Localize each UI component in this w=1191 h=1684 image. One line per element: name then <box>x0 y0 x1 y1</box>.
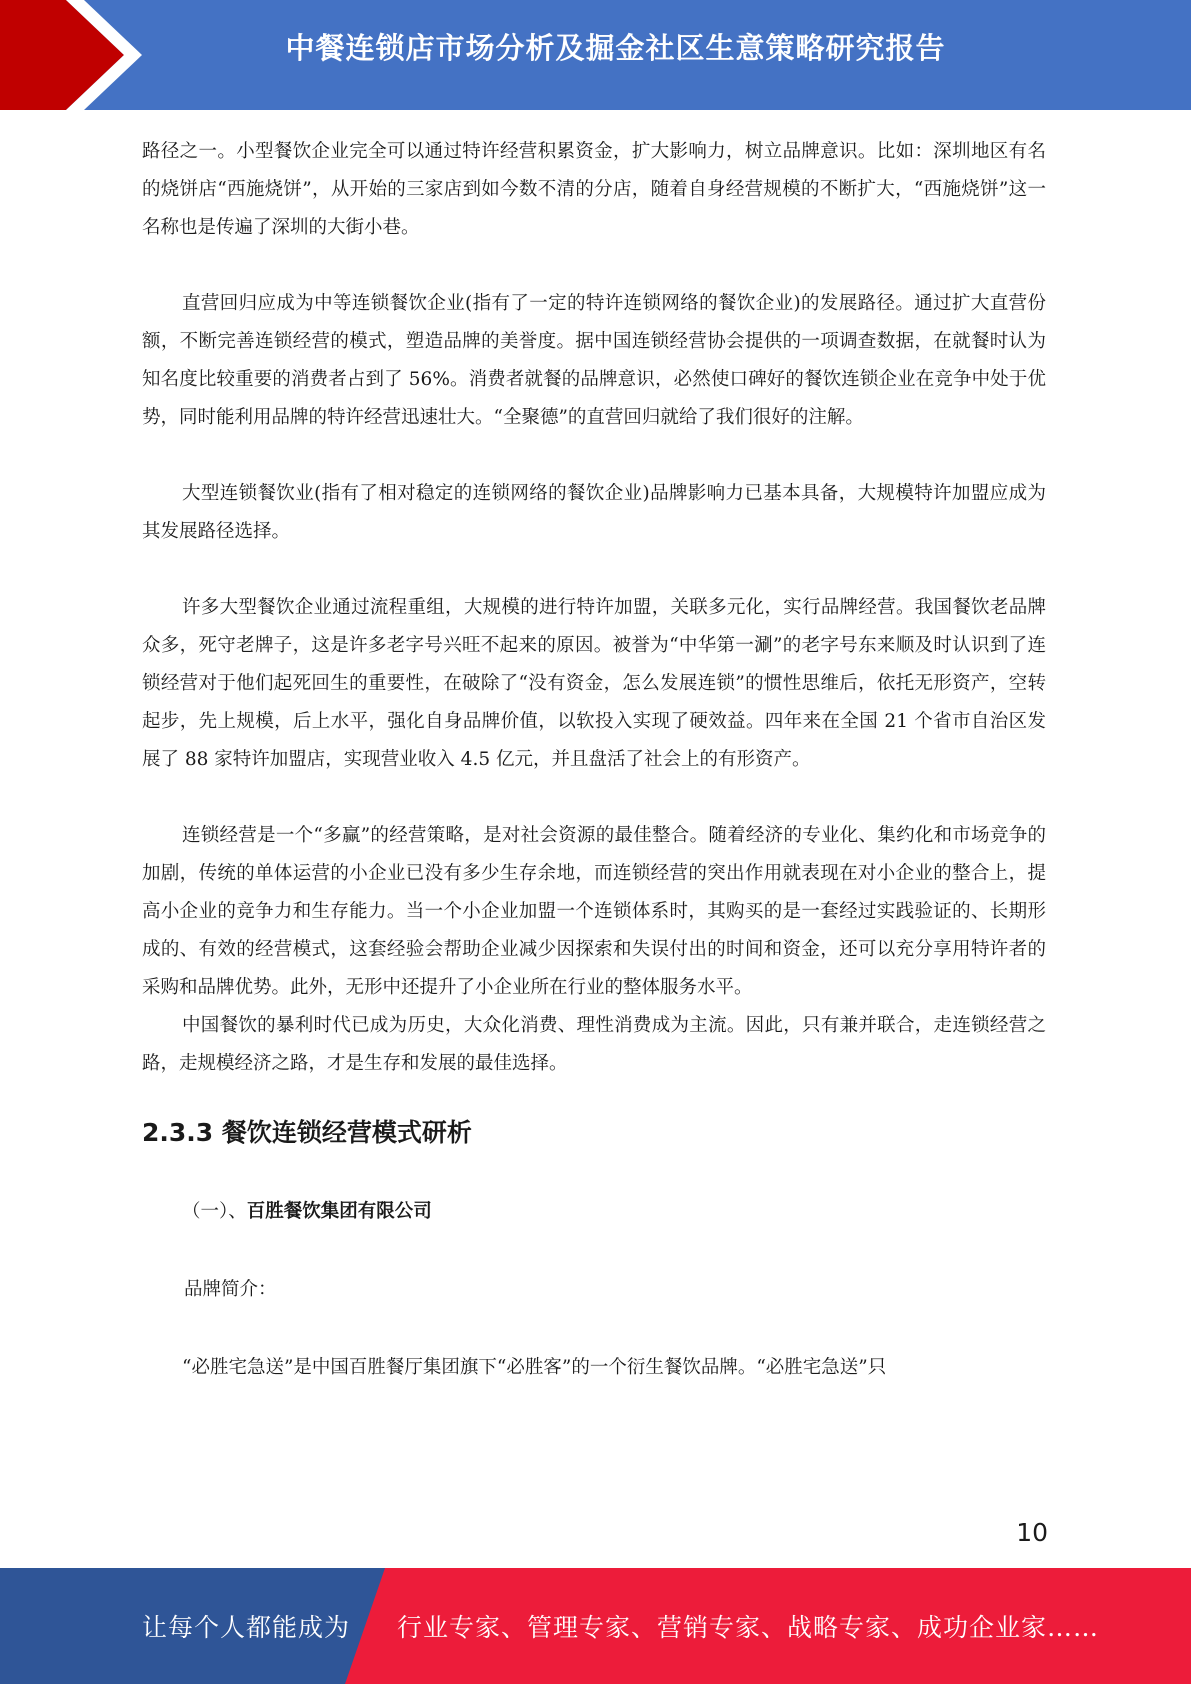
paragraph-3: 大型连锁餐饮业(指有了相对稳定的连锁网络的餐饮企业)品牌影响力已基本具备，大规模特许加盟应成为其发展路径选择。 <box>142 483 1046 542</box>
spacer <box>142 779 1046 817</box>
page-footer <box>0 1568 1191 1684</box>
report-title: 中餐连锁店市场分析及掘金社区生意策略研究报告 <box>285 31 946 65</box>
page-number: 10 <box>1016 1518 1048 1547</box>
paragraph-last: “必胜宅急送”是中国百胜餐厅集团旗下“必胜客”的一个衍生餐饮品牌。“必胜宅急送”只 <box>182 1357 887 1378</box>
paragraph-4: 许多大型餐饮企业通过流程重组，大规模的进行特许加盟，关联多元化，实行品牌经营。我国餐饮老品牌众多，死守老牌子，这是许多老字号兴旺不起来的原因。被誉为“中华第一涮”的老字号东来顺及时认识到了连锁经营对于他们起死回生的重要性，在破除了“没有资金，怎么发展连锁”的惯性思维后，依托无形资产，空转起步，先上规模，后上水平，强化自身品牌价值，以软投入实现了硬效益。四年来在全国 21 个省市自治区发展了 88 家特许加盟店，实现营业收入 4.5 亿元，并且盘活了社会上的有形资产。 <box>142 597 1046 770</box>
spacer <box>142 551 1046 589</box>
spacer <box>142 437 1046 475</box>
footer-slogan: 让每个人都能成为 <box>142 1613 351 1642</box>
paragraph-2: 直营回归应成为中等连锁餐饮企业(指有了一定的特许连锁网络的餐饮企业)的发展路径。通过扩大直营份额，不断完善连锁经营的模式，塑造品牌的美誉度。据中国连锁经营协会提供的一项调查数据，在就餐时认为知名度比较重要的消费者占到了 56%。消费者就餐的品牌意识，必然使口碑好的餐饮连锁企业在竞争中处于优势，同时能利用品牌的特许经营迅速壮大。“全聚德”的直营回归就给了我们很好的注解。 <box>142 293 1046 428</box>
paragraph-5: 连锁经营是一个“多赢”的经营策略，是对社会资源的最佳整合。随着经济的专业化、集约化和市场竞争的加剧，传统的单体运营的小企业已没有多少生存余地，而连锁经营的突出作用就表现在对小企业的整合上，提高小企业的竞争力和生存能力。当一个小企业加盟一个连锁体系时，其购买的是一套经过实践验证的、长期形成的、有效的经营模式，这套经验会帮助企业减少因探索和失误付出的时间和资金，还可以充分享用特许者的采购和品牌优势。此外，无形中还提升了小企业所在行业的整体服务水平。 <box>142 825 1046 998</box>
spacer <box>142 247 1046 285</box>
footer-roles: 行业专家、管理专家、营销专家、战略专家、成功企业家…… <box>397 1613 1100 1642</box>
brand-intro-label: 品牌简介： <box>184 1279 277 1300</box>
paragraph-6: 中国餐饮的暴利时代已成为历史，大众化消费、理性消费成为主流。因此，只有兼并联合，走连锁经营之路，走规模经济之路，才是生存和发展的最佳选择。 <box>142 1015 1046 1074</box>
sub-heading <box>142 1193 1046 1231</box>
sub-heading-title: 百胜餐饮集团有限公司 <box>246 1201 432 1222</box>
paragraph-1: 路径之一。小型餐饮企业完全可以通过特许经营积累资金，扩大影响力，树立品牌意识。比如：深圳地区有名的烧饼店“西施烧饼”，从开始的三家店到如今数不清的分店，随着自身经营规模的不断扩大，“西施烧饼”这一名称也是传遍了深圳的大街小巷。 <box>142 141 1046 238</box>
page-header <box>0 0 1191 110</box>
page-content <box>142 133 1046 1387</box>
section-heading: 2.3.3 餐饮连锁经营模式研析 <box>142 1118 472 1147</box>
sub-heading-prefix: （一）、 <box>182 1201 247 1222</box>
header-chevron-icon <box>0 0 160 110</box>
